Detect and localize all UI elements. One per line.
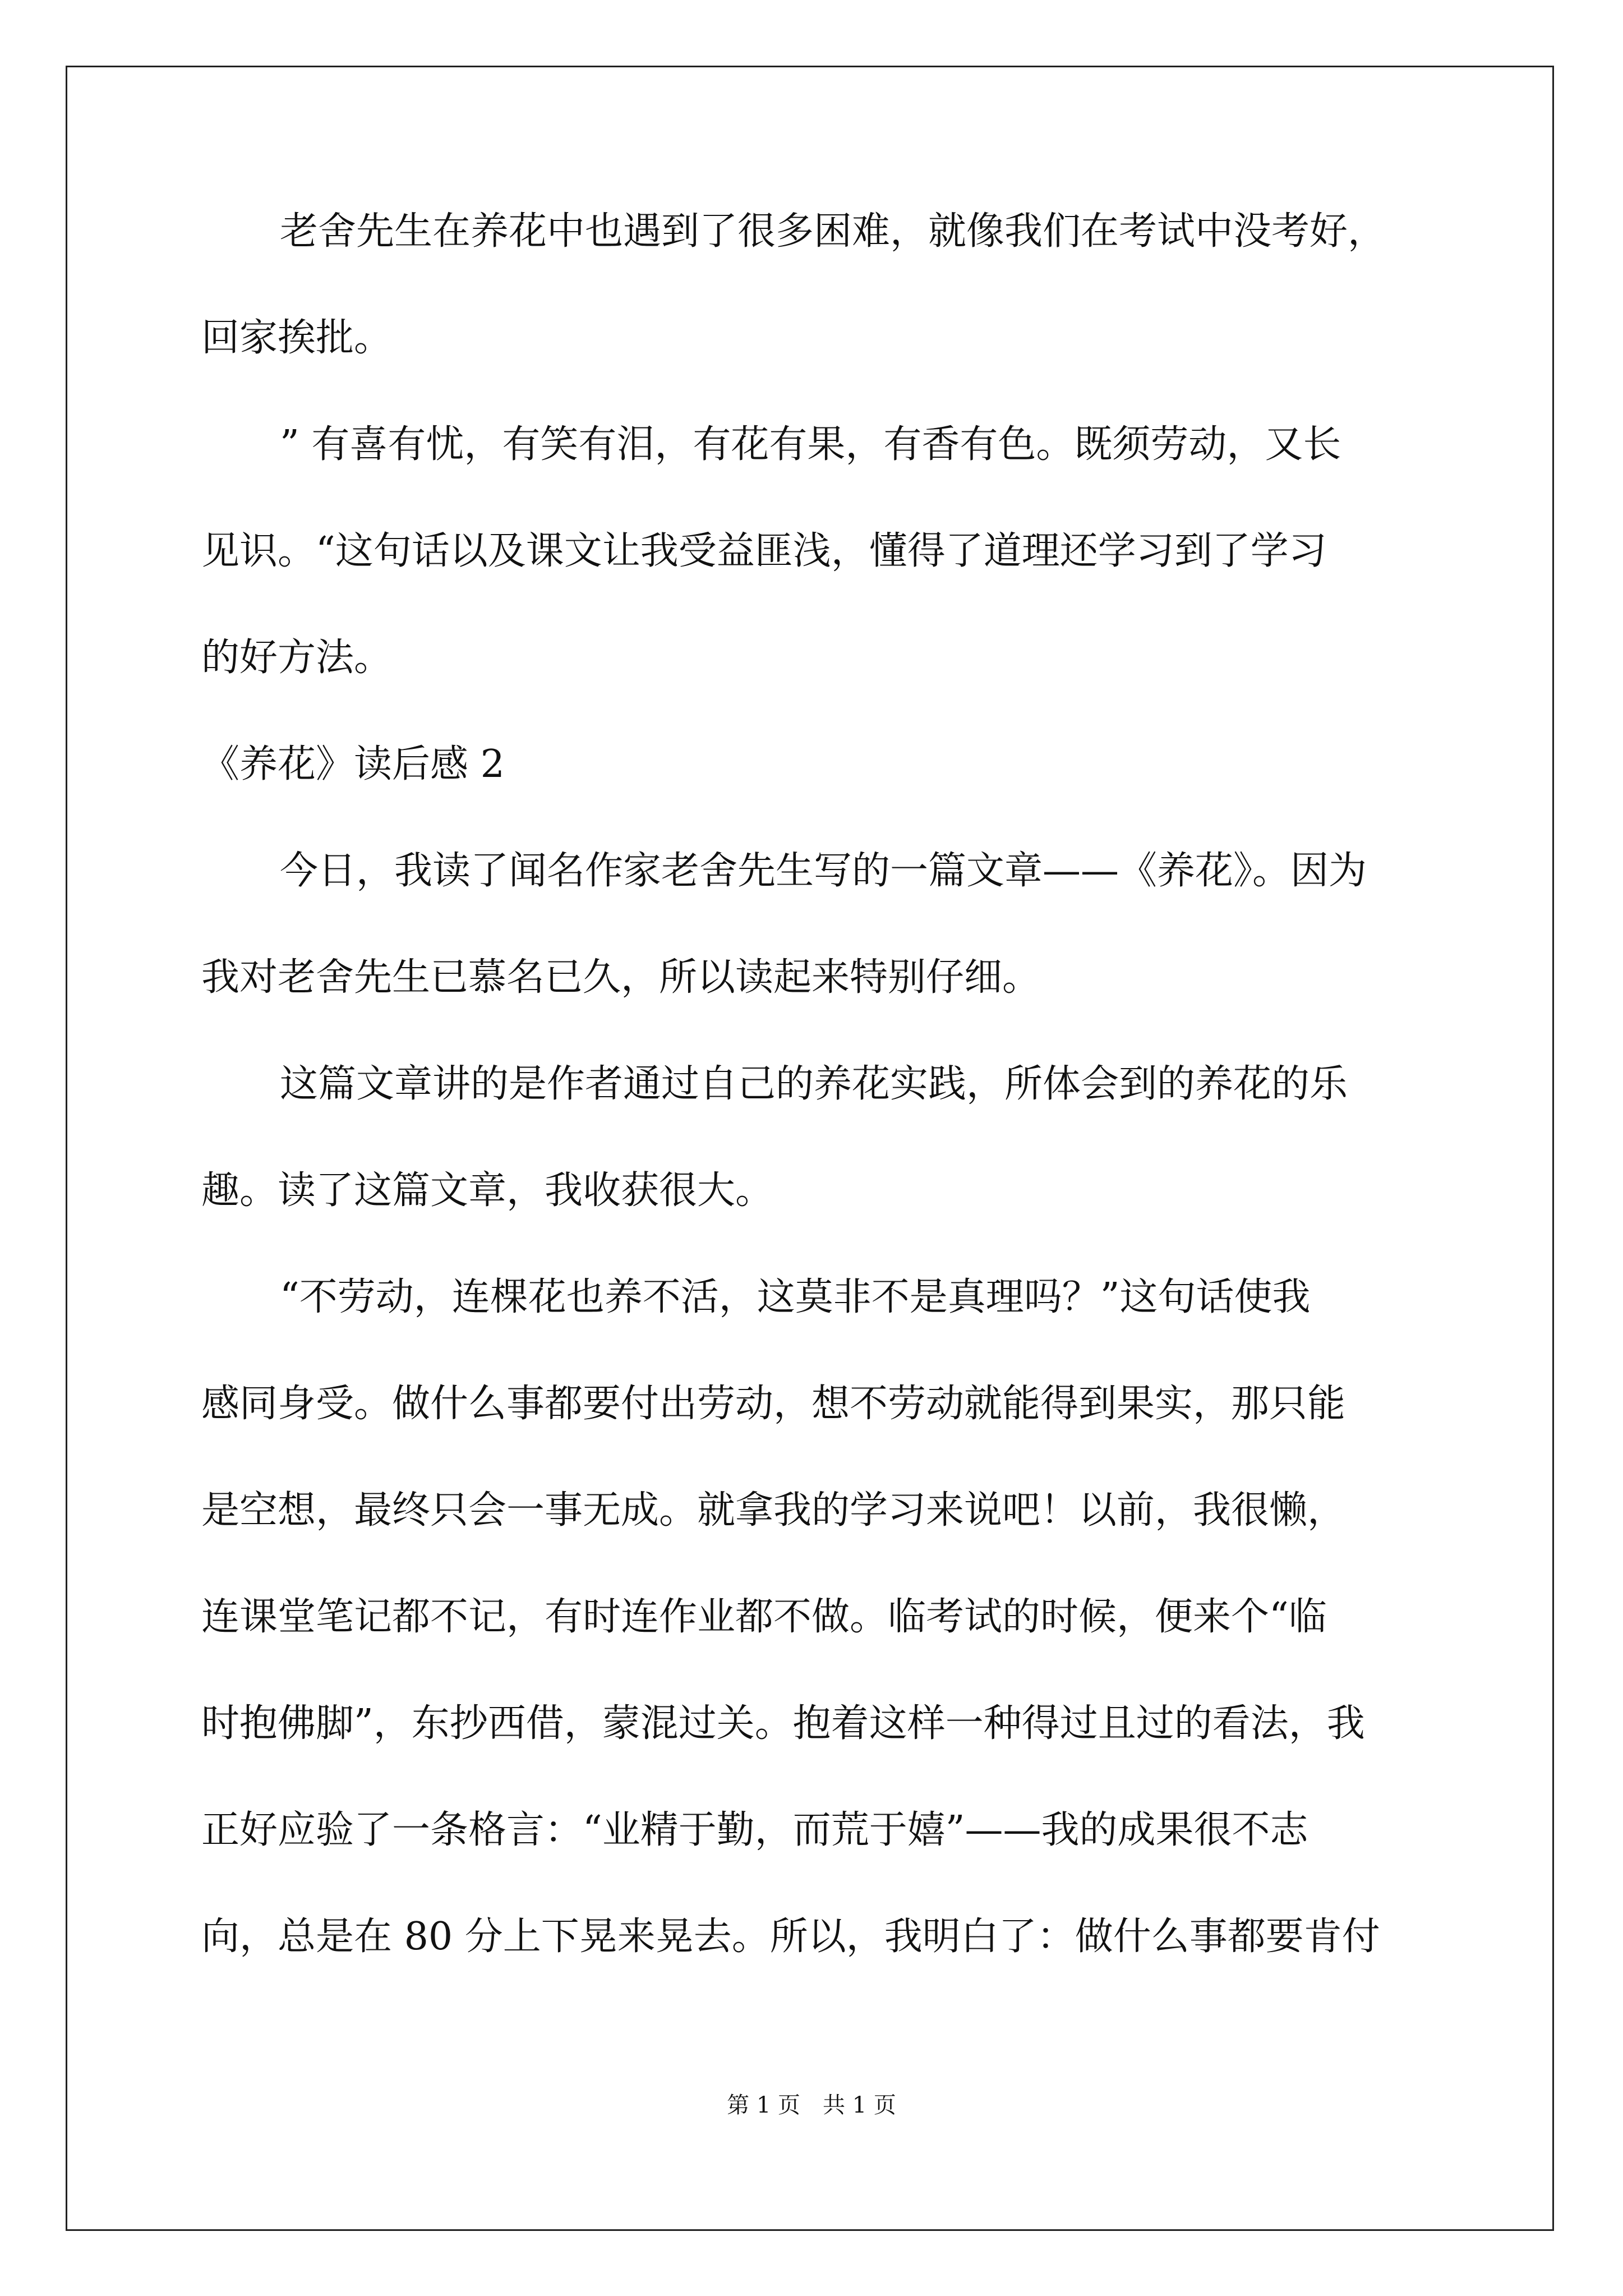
paragraph-line: 时抱佛脚”，东抄西借，蒙混过关。抱着这样一种得过且过的看法，我 — [201, 1701, 1365, 1746]
document-body — [201, 205, 1435, 1964]
paragraph-line: “不劳动，连棵花也养不活，这莫非不是真理吗？”这句话使我 — [280, 1275, 1311, 1319]
paragraph-line: 趣。读了这篇文章，我收获很大。 — [201, 1168, 774, 1213]
paragraph-line: 这篇文章讲的是作者通过自己的养花实践，所体会到的养花的乐 — [280, 1062, 1348, 1106]
paragraph-line: 回家挨批。 — [201, 316, 393, 360]
paragraph-line: 感同身受。做什么事都要付出劳动，想不劳动就能得到果实，那只能 — [201, 1382, 1346, 1426]
paragraph-line: 是空想，最终只会一事无成。就拿我的学习来说吧！以前，我很懒， — [201, 1488, 1346, 1533]
paragraph-line: 连课堂笔记都不记，有时连作业都不做。临考试的时候，便来个“临 — [201, 1595, 1327, 1639]
paragraph-line: 我对老舍先生已慕名已久，所以读起来特别仔细。 — [201, 955, 1041, 1000]
paragraph-line: 正好应验了一条格言：“业精于勤，而荒于嬉”——我的成果很不志 — [201, 1808, 1308, 1852]
paragraph-line: 向，总是在 80 分上下晃来晃去。所以，我明白了：做什么事都要肯付 — [201, 1915, 1380, 1959]
paragraph-line: 老舍先生在养花中也遇到了很多困难，就像我们在考试中没考好， — [280, 209, 1386, 254]
section-heading: 《养花》读后感 2 — [201, 742, 505, 786]
page-footer: 第 1 页 共 1 页 — [727, 2092, 896, 2118]
paragraph-line: 今日，我读了闻名作家老舍先生写的一篇文章——《养花》。因为 — [280, 849, 1367, 893]
paragraph-line: 的好方法。 — [201, 636, 393, 680]
paragraph-line: ” 有喜有忧，有笑有泪，有花有果，有香有色。既须劳动，又长 — [280, 422, 1341, 467]
paragraph-line: 见识。“这句话以及课文让我受益匪浅，懂得了道理还学习到了学习 — [201, 529, 1327, 573]
